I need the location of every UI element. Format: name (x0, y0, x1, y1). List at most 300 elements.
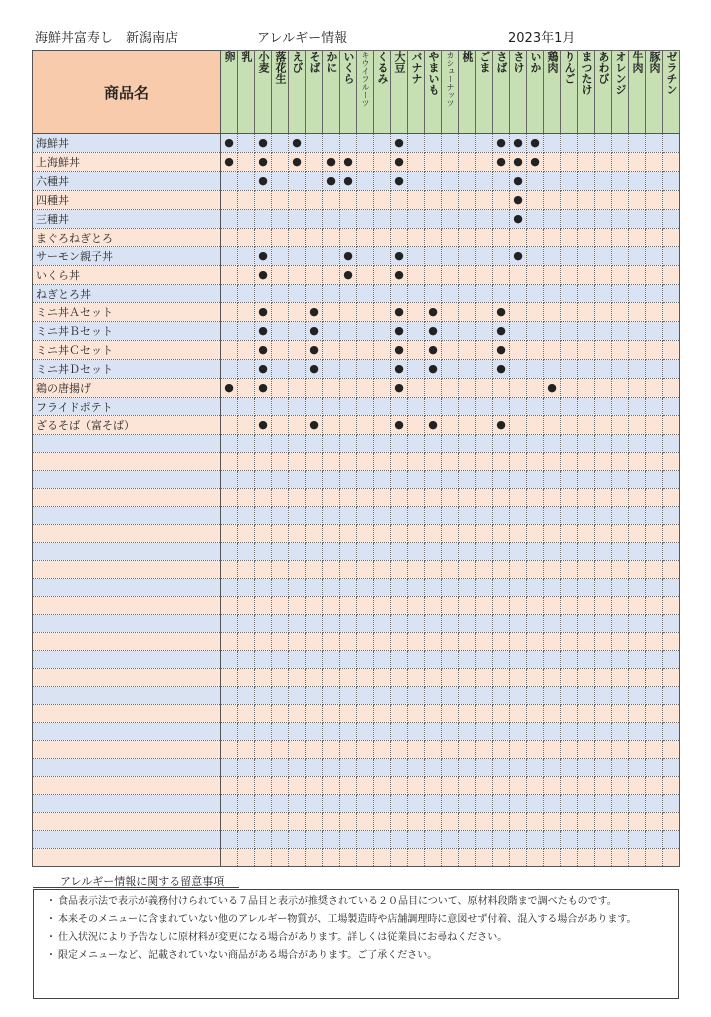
table-row (33, 247, 680, 266)
allergen-cell (255, 210, 272, 229)
allergen-cell (612, 507, 629, 525)
allergen-cell (629, 543, 646, 561)
product-name: 三種丼 (33, 210, 221, 229)
allergen-cell (306, 303, 323, 322)
allergen-cell (289, 210, 306, 229)
allergen-cell (221, 849, 238, 867)
allergen-cell (561, 759, 578, 777)
allergen-cell (255, 777, 272, 795)
allergen-cell (493, 229, 510, 247)
allergen-cell (408, 398, 425, 416)
allergen-cell (527, 134, 544, 153)
product-name (33, 777, 221, 795)
allergen-header (612, 51, 629, 134)
allergen-header (391, 51, 408, 134)
note-item: ・ 限定メニューなど、記載されていない商品がある場合があります。ご了承ください。 (48, 947, 672, 965)
allergen-cell (663, 687, 680, 705)
allergen-cell (272, 471, 289, 489)
allergen-mark: ● (496, 305, 506, 318)
allergen-cell (357, 172, 374, 191)
allergen-mark: ● (224, 155, 234, 168)
allergen-cell (493, 687, 510, 705)
allergen-cell (289, 360, 306, 379)
product-name (33, 687, 221, 705)
allergen-cell (442, 705, 459, 723)
allergen-cell (306, 379, 323, 398)
allergen-cell (272, 229, 289, 247)
allergen-label: バナナ (410, 51, 423, 84)
allergen-cell (578, 525, 595, 543)
allergen-cell (221, 322, 238, 341)
product-name: まぐろねぎとろ (33, 229, 221, 247)
allergen-cell (238, 303, 255, 322)
allergen-cell (544, 172, 561, 191)
allergen-cell (374, 153, 391, 172)
allergen-cell (493, 134, 510, 153)
allergen-cell (629, 507, 646, 525)
allergen-cell (238, 579, 255, 597)
allergen-mark: ● (326, 155, 336, 168)
allergen-cell (289, 303, 306, 322)
allergen-cell (459, 777, 476, 795)
allergen-label: 豚肉 (648, 51, 661, 73)
allergen-cell (544, 795, 561, 813)
allergen-mark: ● (343, 155, 353, 168)
allergen-cell (646, 669, 663, 687)
allergen-cell (374, 651, 391, 669)
allergen-header (272, 51, 289, 134)
allergen-cell (527, 435, 544, 453)
allergen-mark: ● (496, 343, 506, 356)
allergen-cell (272, 633, 289, 651)
allergen-cell (340, 360, 357, 379)
allergen-cell (629, 134, 646, 153)
allergen-cell (221, 303, 238, 322)
allergen-cell (612, 759, 629, 777)
allergen-cell (561, 705, 578, 723)
allergen-cell (646, 266, 663, 285)
allergen-cell (425, 172, 442, 191)
allergen-cell (629, 633, 646, 651)
allergen-cell (442, 453, 459, 471)
allergen-cell (391, 398, 408, 416)
table-row (33, 153, 680, 172)
allergen-cell (289, 285, 306, 303)
allergen-cell (544, 543, 561, 561)
allergen-cell (595, 322, 612, 341)
allergen-cell (442, 669, 459, 687)
allergen-cell (306, 651, 323, 669)
allergen-cell (646, 247, 663, 266)
allergen-cell (510, 669, 527, 687)
allergen-cell (493, 379, 510, 398)
allergen-header (629, 51, 646, 134)
table-row (33, 379, 680, 398)
product-name: ねぎとろ丼 (33, 285, 221, 303)
allergen-cell (510, 153, 527, 172)
product-name: いくら丼 (33, 266, 221, 285)
allergen-cell (646, 471, 663, 489)
allergen-cell (476, 191, 493, 210)
allergen-cell (578, 561, 595, 579)
allergen-mark: ● (258, 343, 268, 356)
allergen-cell (374, 615, 391, 633)
allergen-cell (629, 795, 646, 813)
allergen-cell (323, 191, 340, 210)
allergen-cell (323, 561, 340, 579)
allergen-cell (646, 579, 663, 597)
allergen-label: あわび (597, 51, 610, 84)
allergen-cell (255, 579, 272, 597)
allergen-cell (357, 507, 374, 525)
allergen-cell (629, 723, 646, 741)
allergen-cell (391, 777, 408, 795)
allergen-label: いくら (342, 51, 355, 84)
allergen-cell (476, 435, 493, 453)
allergen-cell (357, 285, 374, 303)
allergen-cell (221, 507, 238, 525)
allergen-cell (510, 651, 527, 669)
allergen-cell (442, 831, 459, 849)
allergen-cell (629, 172, 646, 191)
allergen-cell (221, 687, 238, 705)
allergen-cell (374, 398, 391, 416)
allergen-cell (629, 525, 646, 543)
allergen-cell (459, 705, 476, 723)
allergen-header (306, 51, 323, 134)
allergen-cell (255, 525, 272, 543)
allergen-cell (425, 777, 442, 795)
allergen-cell (408, 453, 425, 471)
allergen-cell (323, 777, 340, 795)
allergen-cell (663, 507, 680, 525)
allergen-cell (493, 615, 510, 633)
allergen-cell (561, 687, 578, 705)
allergen-cell (442, 172, 459, 191)
allergen-cell (238, 705, 255, 723)
allergen-cell (221, 471, 238, 489)
allergen-cell (459, 543, 476, 561)
allergen-cell (425, 597, 442, 615)
allergen-cell (306, 435, 323, 453)
allergen-cell (289, 341, 306, 360)
allergen-cell (374, 525, 391, 543)
allergen-cell (510, 597, 527, 615)
allergen-cell (391, 471, 408, 489)
allergen-cell (323, 687, 340, 705)
allergen-cell (340, 229, 357, 247)
allergen-cell (289, 229, 306, 247)
allergen-cell (510, 341, 527, 360)
allergen-cell (595, 266, 612, 285)
allergen-cell (340, 266, 357, 285)
table-row (33, 303, 680, 322)
allergen-cell (425, 416, 442, 435)
allergen-cell (357, 741, 374, 759)
allergen-cell (663, 416, 680, 435)
allergen-cell (374, 705, 391, 723)
allergen-cell (510, 303, 527, 322)
allergen-cell (578, 360, 595, 379)
allergen-cell (629, 322, 646, 341)
allergen-cell (221, 398, 238, 416)
allergen-cell (425, 525, 442, 543)
allergen-cell (357, 360, 374, 379)
allergen-cell (323, 134, 340, 153)
allergen-cell (476, 153, 493, 172)
allergen-cell (255, 303, 272, 322)
allergen-label: そば (308, 51, 321, 73)
allergen-cell (289, 561, 306, 579)
allergen-cell (272, 266, 289, 285)
allergen-cell (238, 777, 255, 795)
allergen-label: 桃 (461, 51, 474, 62)
allergen-cell (629, 669, 646, 687)
allergen-cell (306, 360, 323, 379)
allergen-cell (238, 210, 255, 229)
allergen-header (357, 51, 374, 134)
allergen-cell (510, 489, 527, 507)
allergen-cell (578, 579, 595, 597)
allergen-cell (323, 651, 340, 669)
allergen-cell (340, 134, 357, 153)
allergen-header (221, 51, 238, 134)
allergen-cell (425, 210, 442, 229)
allergen-cell (340, 341, 357, 360)
allergen-cell (663, 153, 680, 172)
table-row (33, 285, 680, 303)
allergen-cell (289, 741, 306, 759)
allergen-cell (255, 687, 272, 705)
allergen-cell (646, 777, 663, 795)
allergen-cell (629, 453, 646, 471)
allergen-cell (629, 651, 646, 669)
allergen-cell (272, 561, 289, 579)
allergen-cell (544, 597, 561, 615)
allergen-cell (238, 813, 255, 831)
allergen-cell (425, 322, 442, 341)
allergen-cell (442, 597, 459, 615)
allergen-cell (493, 191, 510, 210)
allergen-cell (425, 579, 442, 597)
product-name (33, 453, 221, 471)
table-row (33, 229, 680, 247)
allergen-cell (425, 453, 442, 471)
allergen-cell (272, 777, 289, 795)
allergen-cell (493, 435, 510, 453)
allergen-cell (221, 379, 238, 398)
allergen-cell (425, 795, 442, 813)
allergen-cell (612, 813, 629, 831)
allergen-cell (510, 831, 527, 849)
allergen-cell (578, 210, 595, 229)
allergen-mark: ● (496, 324, 506, 337)
allergen-cell (476, 453, 493, 471)
allergen-cell (476, 813, 493, 831)
allergen-cell (391, 813, 408, 831)
table-row (33, 669, 680, 687)
allergen-cell (425, 615, 442, 633)
allergen-cell (663, 435, 680, 453)
allergen-cell (357, 416, 374, 435)
allergen-cell (646, 795, 663, 813)
table-row (33, 266, 680, 285)
allergen-cell (578, 266, 595, 285)
allergen-cell (255, 379, 272, 398)
allergen-cell (493, 322, 510, 341)
allergen-cell (459, 229, 476, 247)
allergen-cell (527, 210, 544, 229)
allergen-cell (493, 398, 510, 416)
allergen-cell (646, 741, 663, 759)
allergen-cell (238, 134, 255, 153)
allergen-cell (357, 705, 374, 723)
allergen-cell (272, 669, 289, 687)
allergen-cell (510, 435, 527, 453)
allergen-cell (255, 759, 272, 777)
allergen-cell (255, 849, 272, 867)
allergen-cell (493, 741, 510, 759)
allergen-cell (357, 379, 374, 398)
allergen-mark: ● (292, 136, 302, 149)
allergen-cell (476, 759, 493, 777)
allergen-cell (493, 471, 510, 489)
allergen-cell (629, 303, 646, 322)
allergen-cell (646, 229, 663, 247)
allergen-cell (544, 229, 561, 247)
allergen-header (510, 51, 527, 134)
allergen-cell (391, 543, 408, 561)
allergen-cell (306, 172, 323, 191)
allergen-cell (527, 795, 544, 813)
allergen-cell (340, 831, 357, 849)
allergen-cell (391, 210, 408, 229)
allergen-cell (255, 341, 272, 360)
table-header-row (33, 51, 680, 134)
allergen-cell (527, 507, 544, 525)
allergen-cell (629, 379, 646, 398)
allergen-cell (340, 247, 357, 266)
allergen-cell (629, 813, 646, 831)
allergen-mark: ● (496, 136, 506, 149)
allergen-cell (272, 247, 289, 266)
allergen-cell (425, 471, 442, 489)
allergen-cell (255, 813, 272, 831)
allergen-cell (629, 579, 646, 597)
allergen-label: くるみ (376, 51, 389, 84)
allergen-cell (255, 669, 272, 687)
allergen-cell (476, 561, 493, 579)
allergen-cell (391, 172, 408, 191)
allergen-cell (408, 741, 425, 759)
allergen-cell (578, 229, 595, 247)
allergen-cell (646, 705, 663, 723)
allergen-cell (510, 191, 527, 210)
allergen-cell (476, 543, 493, 561)
allergen-cell (544, 579, 561, 597)
allergen-cell (408, 687, 425, 705)
allergen-cell (391, 759, 408, 777)
allergen-cell (561, 489, 578, 507)
allergen-cell (425, 229, 442, 247)
allergen-cell (391, 416, 408, 435)
allergen-cell (357, 579, 374, 597)
allergen-cell (323, 579, 340, 597)
product-name-header: 商品名 (33, 51, 221, 134)
allergen-cell (561, 247, 578, 266)
allergen-cell (578, 398, 595, 416)
allergen-cell (612, 153, 629, 172)
allergen-cell (510, 453, 527, 471)
allergen-cell (425, 285, 442, 303)
allergen-cell (272, 687, 289, 705)
allergen-cell (272, 153, 289, 172)
allergen-cell (340, 153, 357, 172)
allergen-cell (408, 435, 425, 453)
allergen-cell (391, 795, 408, 813)
allergen-cell (238, 687, 255, 705)
allergen-header (646, 51, 663, 134)
allergen-cell (323, 435, 340, 453)
allergen-header (459, 51, 476, 134)
allergen-cell (595, 579, 612, 597)
allergen-cell (238, 435, 255, 453)
allergen-cell (272, 543, 289, 561)
allergen-cell (357, 831, 374, 849)
allergen-cell (374, 597, 391, 615)
allergen-cell (272, 525, 289, 543)
allergen-cell (289, 669, 306, 687)
allergen-cell (238, 759, 255, 777)
allergen-cell (357, 435, 374, 453)
allergen-cell (306, 813, 323, 831)
allergen-cell (323, 543, 340, 561)
allergen-cell (255, 360, 272, 379)
allergen-cell (578, 435, 595, 453)
allergen-cell (493, 303, 510, 322)
allergen-cell (442, 471, 459, 489)
allergen-mark: ● (309, 362, 319, 375)
allergen-mark: ● (496, 155, 506, 168)
allergen-cell (323, 416, 340, 435)
allergen-cell (527, 266, 544, 285)
allergen-cell (221, 134, 238, 153)
allergen-cell (510, 561, 527, 579)
allergen-cell (493, 285, 510, 303)
allergen-cell (595, 525, 612, 543)
allergen-cell (561, 507, 578, 525)
allergen-cell (272, 723, 289, 741)
allergen-cell (408, 285, 425, 303)
allergen-cell (544, 303, 561, 322)
allergen-cell (561, 597, 578, 615)
allergen-cell (646, 435, 663, 453)
allergen-cell (510, 705, 527, 723)
allergen-cell (578, 303, 595, 322)
allergen-cell (391, 507, 408, 525)
allergen-mark: ● (513, 136, 523, 149)
allergen-cell (544, 669, 561, 687)
allergen-cell (442, 723, 459, 741)
allergen-cell (612, 543, 629, 561)
table-row (33, 849, 680, 867)
allergen-cell (272, 651, 289, 669)
allergen-cell (408, 379, 425, 398)
allergen-cell (646, 153, 663, 172)
allergen-cell (493, 777, 510, 795)
allergen-cell (272, 795, 289, 813)
allergen-header (255, 51, 272, 134)
